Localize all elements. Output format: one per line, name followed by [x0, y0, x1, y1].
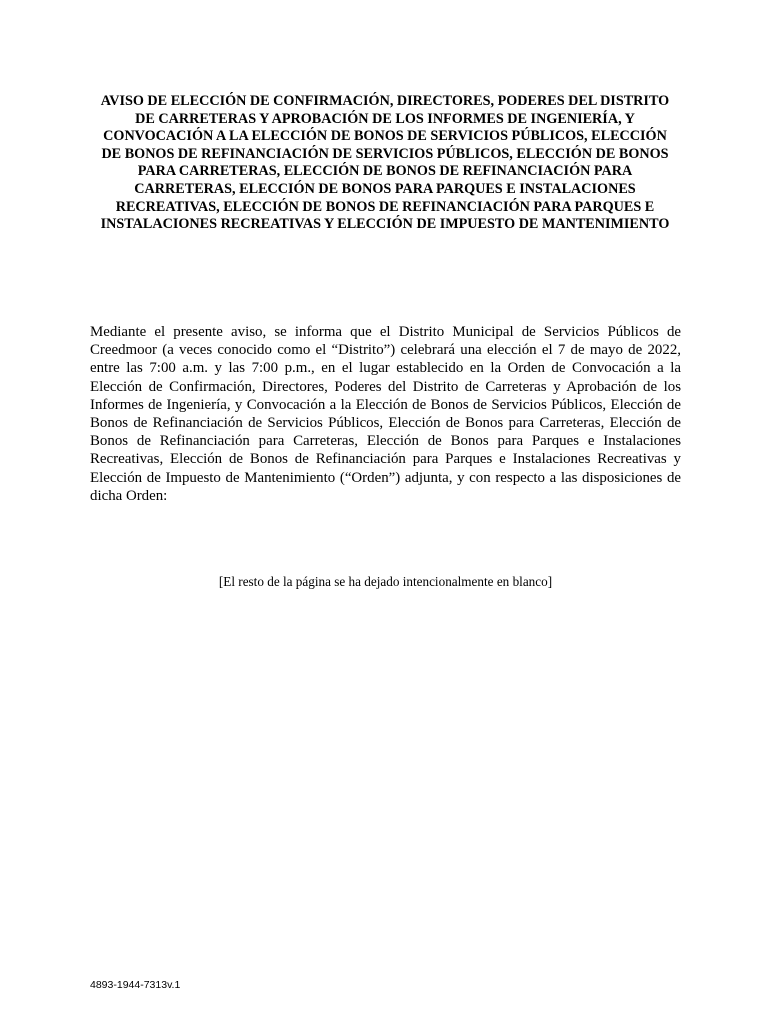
notice-body-paragraph: Mediante el presente aviso, se informa que el Distrito Municipal de Servicios Públicos de Creedmoor (a veces conocido como el “Distrito”) celebrará una elección el 7 de mayo de 2022, entre las 7:00 a.m. y las 7:00 p.m., en el lugar establecido en la Orden de Convocación a la Elección de Confirmación, Directores, Poderes del Distrito de Carreteras y Aprobación de los Informes de Ingeniería, y Convocación a la Elección de Bonos de Servicios Públicos, Elección de Bonos de Refinanciación de Servicios Públicos, Elección de Bonos para Carreteras, Elección de Bonos de Refinanciación para Carreteras, Elección de Bonos para Parques e Instalaciones Recreativas, Elección de Bonos de Refinanciación para Parques e Instalaciones Recreativas y Elección de Impuesto de Mantenimiento (“Orden”) adjunta, y con respecto a las disposiciones de dicha Orden: — [90, 324, 681, 504]
blank-page-note: [El resto de la página se ha dejado intencionalmente en blanco] — [218, 574, 553, 589]
document-id-footer: 4893-1944-7313v.1 — [90, 979, 181, 991]
notice-title: AVISO DE ELECCIÓN DE CONFIRMACIÓN, DIRECTORES, PODERES DEL DISTRITO DE CARRETERAS Y APROBACIÓN DE LOS INFORMES DE INGENIERÍA, Y CONVOCACIÓN A LA ELECCIÓN DE BONOS DE SERVICIOS PÚBLICOS, ELECCIÓN DE BONOS DE REFINANCIACIÓN DE SERVICIOS PÚBLICOS, ELECCIÓN DE BONOS PARA CARRETERAS, ELECCIÓN DE BONOS DE REFINANCIACIÓN PARA CARRETERAS, ELECCIÓN DE BONOS PARA PARQUES E INSTALACIONES RECREATIVAS, ELECCIÓN DE BONOS DE REFINANCIACIÓN PARA PARQUES E INSTALACIONES RECREATIVAS Y ELECCIÓN DE IMPUESTO DE MANTENIMIENTO — [100, 93, 670, 233]
